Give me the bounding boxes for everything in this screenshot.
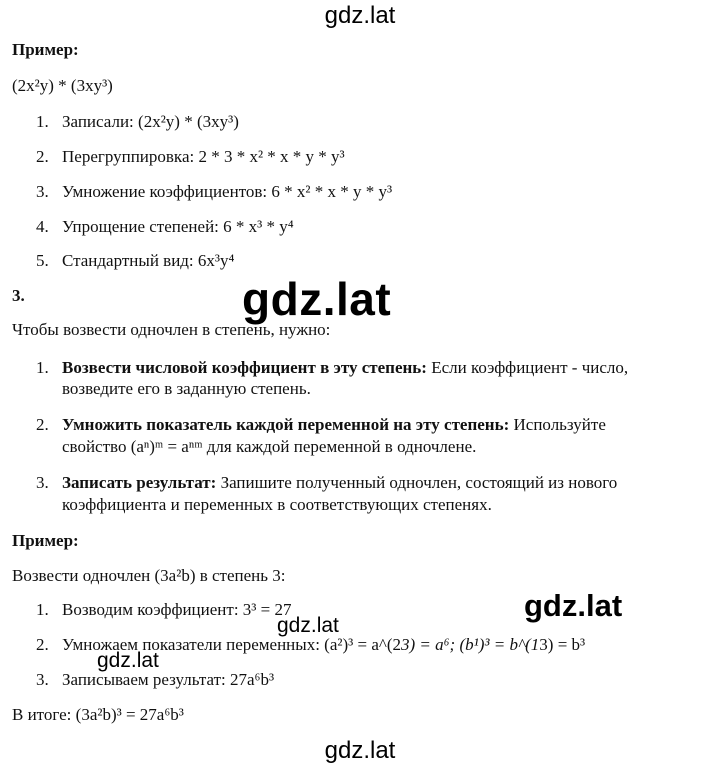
list-item [36, 147, 345, 167]
list-number: 3. [36, 473, 49, 492]
rule-text: Запишите полученный одночлен, состоящий из нового [216, 473, 618, 492]
list-text: Перегруппировка: 2 * 3 * x² * x * y * y³ [62, 147, 345, 166]
list-number: 3. [36, 670, 49, 689]
list-item [36, 600, 292, 620]
list-text: Стандартный вид: 6x³y⁴ [62, 251, 235, 270]
rule-text: Если коэффициент - число, [426, 358, 629, 377]
rule-text: Используйте [509, 415, 606, 434]
rule-continuation: коэффициента и переменных в соответствующих степенях. [62, 495, 492, 514]
list-text: Умножение коэффициентов: 6 * x² * x * y * y³ [62, 182, 393, 201]
list-number: 5. [36, 251, 49, 270]
watermark-small-1: gdz.lat [277, 614, 339, 637]
conclusion: В итоге: (3a²b)³ = 27a⁶b³ [12, 705, 184, 724]
list-number: 1. [36, 600, 49, 619]
watermark-bottom: gdz.lat [324, 737, 396, 764]
example-intro: Возвести одночлен (3a²b) в степень 3: [12, 566, 286, 585]
rule-continuation: возведите его в заданную степень. [62, 379, 311, 398]
list-number: 1. [36, 112, 49, 131]
list-number: 1. [36, 358, 49, 377]
example-expression: (2x²y) * (3xy³) [12, 76, 113, 95]
list-text: Умножаем показатели переменных: (a²)³ = a^(2 [62, 635, 402, 654]
list-number: 4. [36, 217, 49, 236]
list-item [36, 635, 586, 655]
rule-item [36, 358, 629, 378]
list-item [36, 217, 294, 237]
list-number: 2. [36, 147, 49, 166]
list-text: Записали: (2x²y) * (3xy³) [62, 112, 239, 131]
watermark-small-2: gdz.lat [97, 649, 159, 672]
list-text: Возводим коэффициент: 3³ = 27 [62, 600, 292, 619]
list-item [36, 251, 235, 271]
list-text: Упрощение степеней: 6 * x³ * y⁴ [62, 217, 294, 236]
rule-title: Умножить показатель каждой переменной на эту степень: [62, 415, 510, 434]
list-number: 2. [36, 415, 49, 434]
list-number: 3. [36, 182, 49, 201]
section-number: 3. [12, 286, 25, 305]
example-heading: Пример: [12, 531, 79, 550]
list-item [36, 182, 393, 202]
list-text-end: 3) = b³ [539, 635, 586, 654]
rule-title: Записать результат: [62, 473, 217, 492]
list-text-italic: 3) = a⁶; (b¹)³ = b^(1 [401, 635, 540, 654]
list-text: Записываем результат: 27a⁶b³ [62, 670, 275, 689]
list-item [36, 670, 275, 690]
list-number: 2. [36, 635, 49, 654]
watermark-top: gdz.lat [324, 2, 396, 29]
rule-item [36, 473, 618, 493]
watermark-middle: gdz.lat [242, 273, 392, 325]
list-item [36, 112, 239, 132]
section-intro: Чтобы возвести одночлен в степень, нужно: [12, 320, 331, 339]
rule-title: Возвести числовой коэффициент в эту степень: [62, 358, 427, 377]
watermark-right: gdz.lat [524, 588, 623, 623]
example-heading: Пример: [12, 40, 79, 59]
rule-item [36, 415, 606, 435]
rule-continuation: свойство (aⁿ)ᵐ = aⁿᵐ для каждой переменной в одночлене. [62, 437, 477, 456]
